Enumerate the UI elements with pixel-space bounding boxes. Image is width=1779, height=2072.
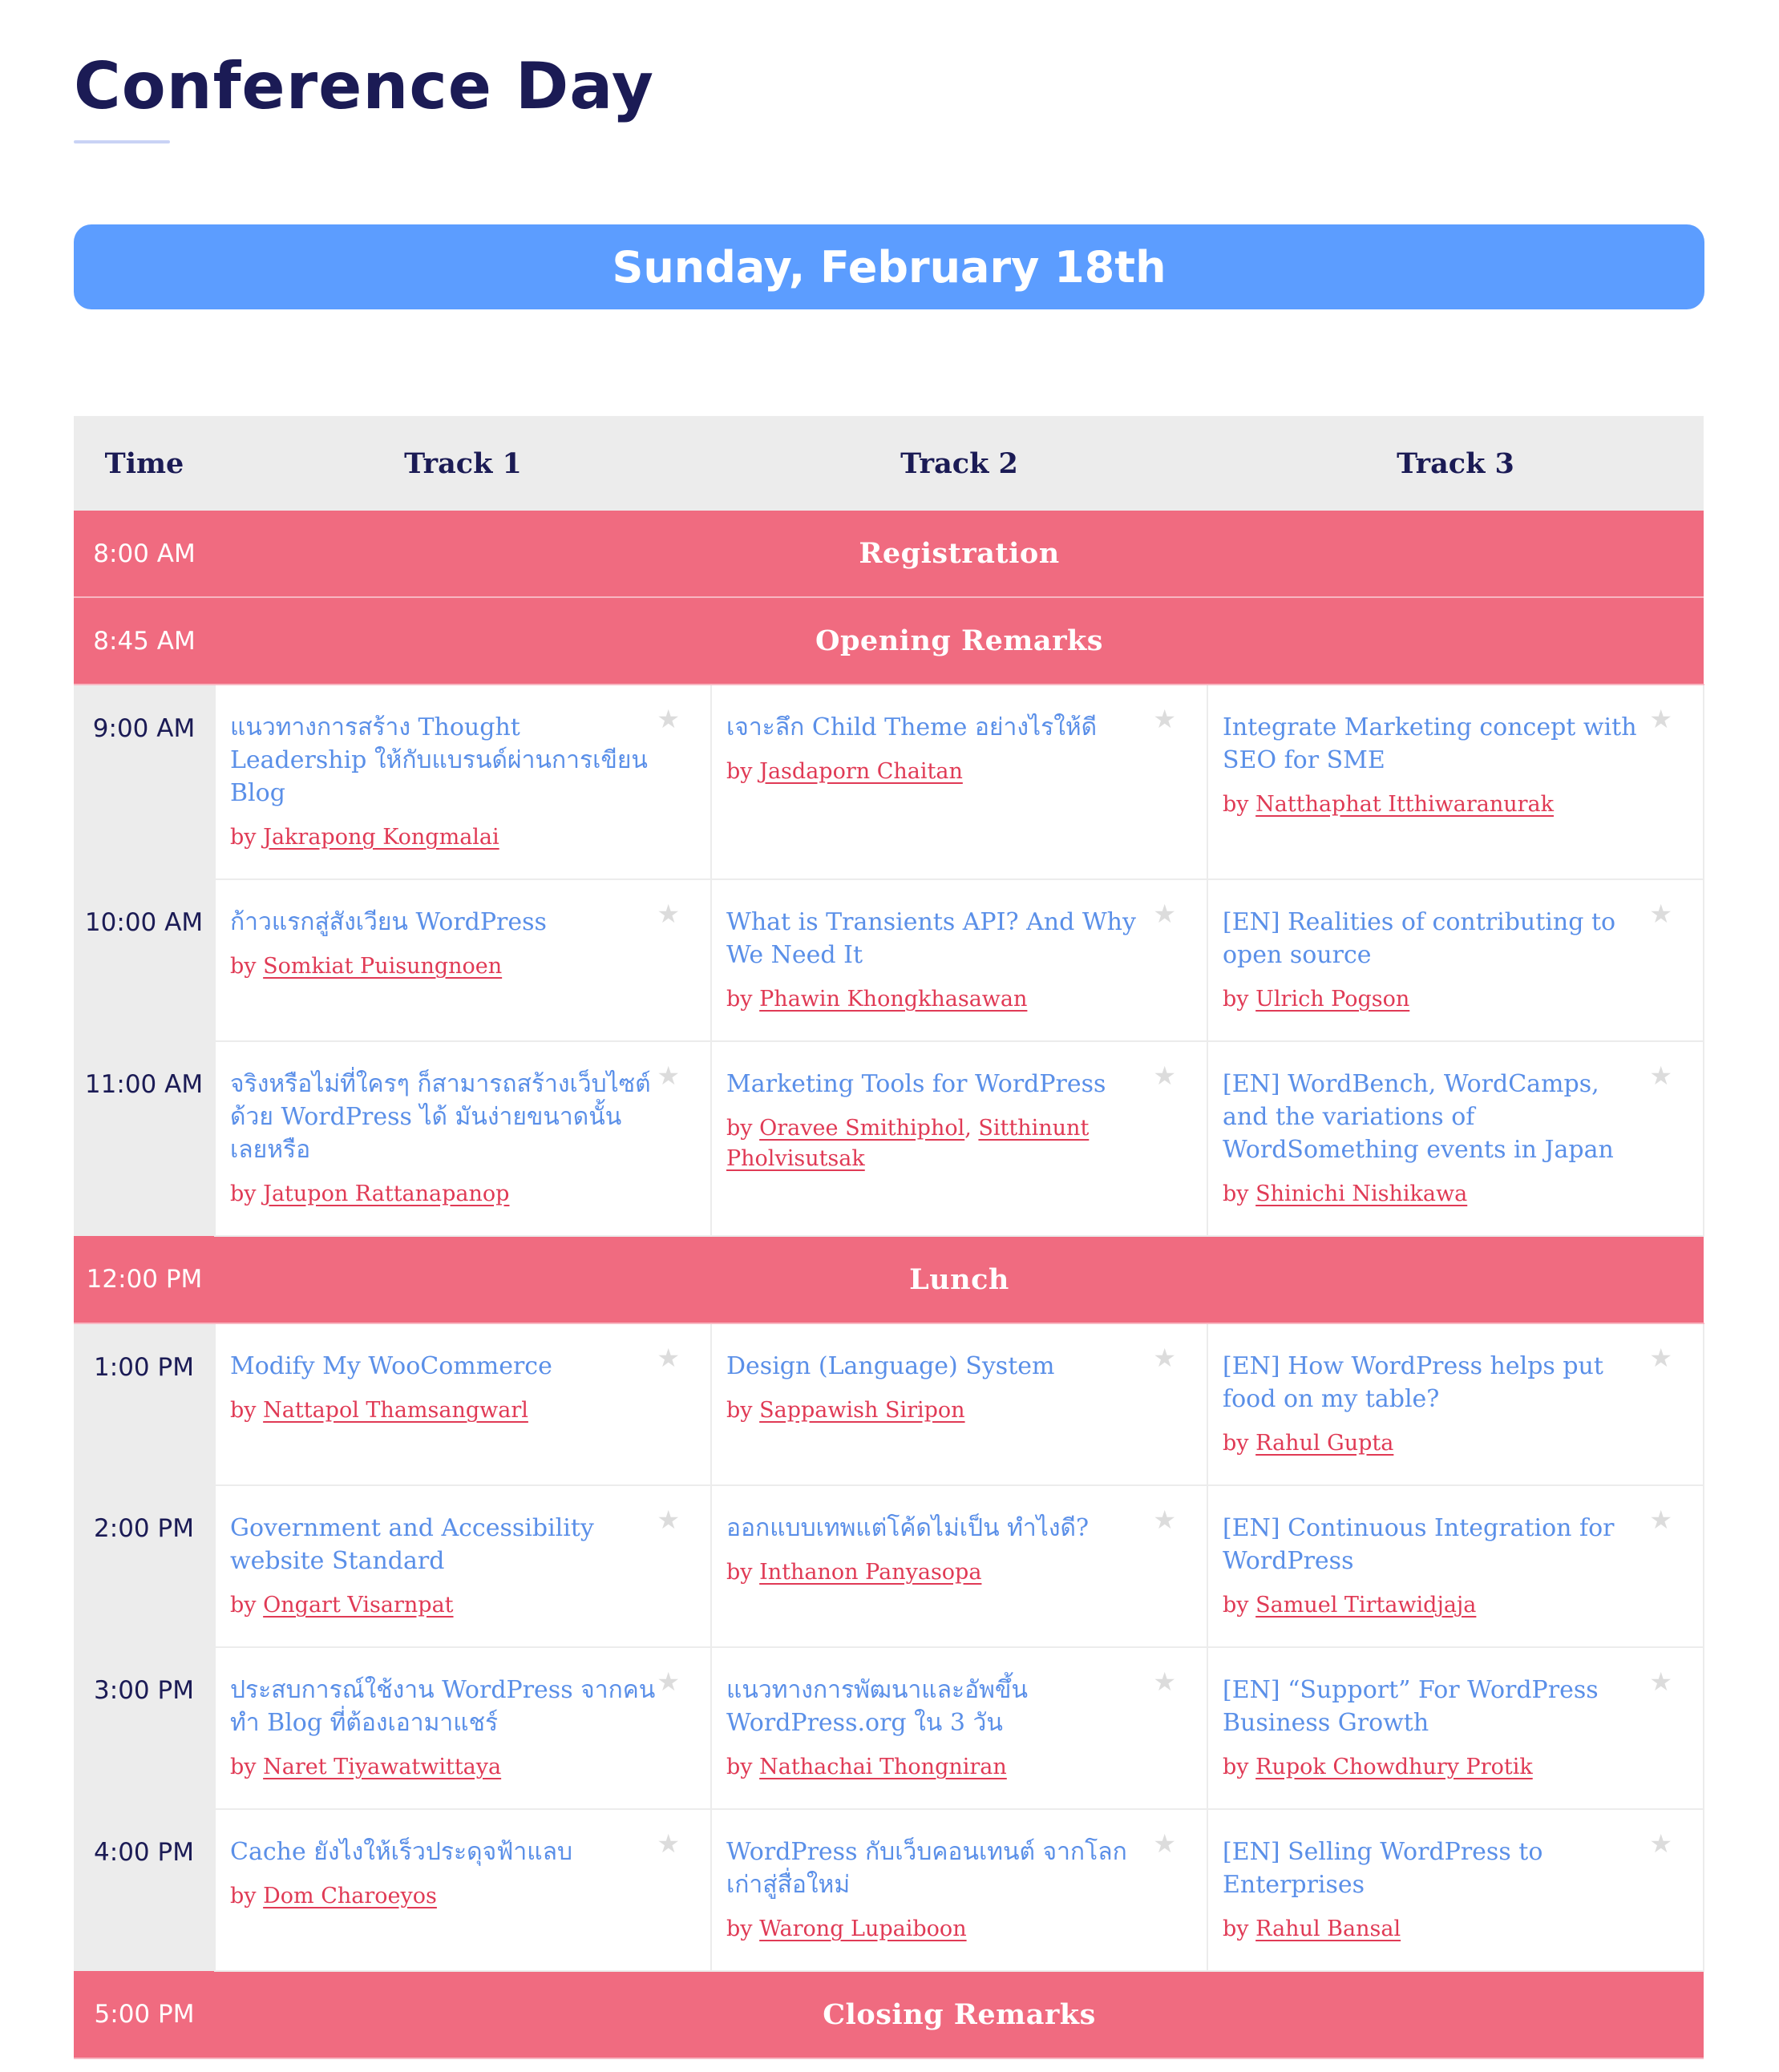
session-title-link[interactable]: ออกแบบเทพแต่โค้ดไม่เป็น ทำไงดี? — [726, 1514, 1090, 1542]
star-icon[interactable]: ★ — [657, 1343, 680, 1373]
break-row — [74, 1971, 1704, 2058]
session-byline — [1223, 1914, 1650, 1945]
session-byline — [726, 757, 1154, 787]
star-icon[interactable]: ★ — [1153, 1060, 1176, 1091]
by-label: by — [230, 825, 257, 850]
break-label: Opening Remarks — [215, 597, 1704, 685]
day-banner: Sunday, February 18th — [74, 224, 1704, 309]
session-cell-track-1 — [215, 1041, 711, 1236]
session-cell-track-3 — [1207, 1809, 1704, 1971]
session-title-link[interactable]: [EN] “Support” For WordPress Business Growth — [1223, 1676, 1599, 1737]
session-cell-track-1 — [215, 685, 711, 879]
session-title-link[interactable]: แนวทางการพัฒนาและอัพขึ้น WordPress.org ใน 3 วัน — [726, 1676, 1028, 1737]
speaker-separator: , — [964, 1116, 979, 1141]
time-slot: 9:00 AM — [74, 685, 215, 879]
star-icon[interactable]: ★ — [657, 899, 680, 929]
title-underline — [74, 140, 170, 143]
session-byline — [1223, 1428, 1650, 1459]
by-label: by — [1223, 1431, 1249, 1456]
time-slot: 8:00 AM — [74, 511, 215, 597]
star-icon[interactable]: ★ — [1153, 1505, 1176, 1535]
session-cell-track-3 — [1207, 879, 1704, 1041]
break-row — [74, 597, 1704, 685]
session-row — [74, 1485, 1704, 1647]
session-title-link[interactable]: [EN] Continuous Integration for WordPress — [1223, 1514, 1615, 1575]
session-title-link[interactable]: [EN] Selling WordPress to Enterprises — [1223, 1838, 1543, 1899]
session-byline — [1223, 1590, 1650, 1621]
speaker-link[interactable]: Ongart Visarnpat — [263, 1593, 454, 1618]
session-cell-track-3 — [1207, 685, 1704, 879]
time-slot: 11:00 AM — [74, 1041, 215, 1236]
session-byline — [726, 1395, 1154, 1426]
session-row — [74, 1041, 1704, 1236]
by-label: by — [230, 1884, 257, 1908]
session-row — [74, 1809, 1704, 1971]
star-icon[interactable]: ★ — [1649, 1505, 1672, 1535]
by-label: by — [230, 1181, 257, 1206]
time-slot: 10:00 AM — [74, 879, 215, 1041]
session-cell-track-2 — [711, 1647, 1207, 1809]
by-label: by — [1223, 1181, 1249, 1206]
by-label: by — [230, 1593, 257, 1618]
session-byline — [230, 1179, 657, 1210]
star-icon[interactable]: ★ — [1153, 704, 1176, 734]
schedule-body — [74, 511, 1704, 2058]
session-cell-track-3 — [1207, 1647, 1704, 1809]
break-row — [74, 511, 1704, 597]
session-title-link[interactable]: What is Transients API? And Why We Need It — [726, 908, 1136, 969]
star-icon[interactable]: ★ — [1153, 1666, 1176, 1697]
star-icon[interactable]: ★ — [657, 1060, 680, 1091]
star-icon[interactable]: ★ — [1153, 899, 1176, 929]
by-label: by — [726, 759, 753, 784]
session-byline — [230, 822, 657, 853]
header-time: Time — [74, 416, 215, 511]
session-cell-track-2 — [711, 685, 1207, 879]
speaker-link[interactable]: Sappawish Siripon — [759, 1398, 965, 1423]
speaker-link[interactable]: Shinichi Nishikawa — [1255, 1181, 1468, 1206]
session-title-link[interactable]: จริงหรือไม่ที่ใครๆ ก็สามารถสร้างเว็บไซต์ด้วย WordPress ได้ มันง่ายขนาดนั้นเลยหรือ — [230, 1070, 651, 1164]
speaker-link[interactable]: Oravee Smithiphol — [759, 1116, 965, 1141]
star-icon[interactable]: ★ — [1649, 704, 1672, 734]
star-icon[interactable]: ★ — [657, 1666, 680, 1697]
schedule-table — [74, 416, 1704, 2059]
session-byline — [1223, 984, 1650, 1015]
speaker-link[interactable]: Ulrich Pogson — [1255, 987, 1410, 1012]
speaker-link[interactable]: Sitthinunt Pholvisutsak — [726, 1116, 1090, 1171]
speaker-link[interactable]: Samuel Tirtawidjaja — [1255, 1593, 1477, 1618]
star-icon[interactable]: ★ — [1153, 1828, 1176, 1859]
by-label: by — [726, 1116, 753, 1141]
by-label: by — [1223, 987, 1249, 1012]
session-cell-track-2 — [711, 1485, 1207, 1647]
session-byline — [726, 1914, 1154, 1945]
session-title-link[interactable]: ก้าวแรกสู่สังเวียน WordPress — [230, 908, 547, 936]
session-byline — [1223, 790, 1650, 820]
speaker-link[interactable]: Dom Charoeyos — [263, 1884, 437, 1908]
session-row — [74, 1323, 1704, 1485]
by-label: by — [726, 1398, 753, 1423]
session-byline — [230, 1395, 657, 1426]
session-row — [74, 879, 1704, 1041]
session-cell-track-1 — [215, 1323, 711, 1485]
session-cell-track-2 — [711, 1809, 1207, 1971]
speaker-link[interactable]: Naret Tiyawatwittaya — [263, 1755, 502, 1779]
star-icon[interactable]: ★ — [1153, 1343, 1176, 1373]
star-icon[interactable]: ★ — [1649, 1343, 1672, 1373]
session-title-link[interactable]: Modify My WooCommerce — [230, 1352, 552, 1380]
star-icon[interactable]: ★ — [657, 1505, 680, 1535]
speaker-link[interactable]: Rupok Chowdhury Protik — [1255, 1755, 1533, 1779]
time-slot: 3:00 PM — [74, 1647, 215, 1809]
session-byline — [230, 1881, 657, 1912]
speaker-link[interactable]: Inthanon Panyasopa — [759, 1560, 982, 1585]
session-byline — [726, 984, 1154, 1015]
session-cell-track-3 — [1207, 1485, 1704, 1647]
time-slot: 4:00 PM — [74, 1809, 215, 1971]
by-label: by — [726, 1916, 753, 1941]
session-title-link[interactable]: Design (Language) System — [726, 1352, 1055, 1380]
speaker-link[interactable]: Phawin Khongkhasawan — [759, 987, 1028, 1012]
by-label: by — [1223, 792, 1249, 817]
speaker-link[interactable]: Natthaphat Itthiwaranurak — [1255, 792, 1554, 817]
session-byline — [1223, 1752, 1650, 1783]
session-byline — [726, 1557, 1154, 1588]
session-title-link[interactable]: แนวทางการสร้าง Thought Leadership ให้กับแบรนด์ผ่านการเขียน Blog — [230, 713, 648, 807]
by-label: by — [1223, 1755, 1249, 1779]
session-byline — [230, 951, 657, 982]
speaker-link[interactable]: Nathachai Thongniran — [759, 1755, 1007, 1779]
session-title-link[interactable]: เจาะลึก Child Theme อย่างไรให้ดี — [726, 713, 1098, 741]
speaker-link[interactable]: Jasdaporn Chaitan — [759, 759, 963, 784]
speaker-link[interactable]: Jatupon Rattanapanop — [263, 1181, 510, 1206]
header-track-1: Track 1 — [215, 416, 711, 511]
time-slot: 1:00 PM — [74, 1323, 215, 1485]
by-label: by — [1223, 1916, 1249, 1941]
break-label: Lunch — [215, 1236, 1704, 1323]
session-byline — [726, 1113, 1154, 1174]
session-title-link[interactable]: Marketing Tools for WordPress — [726, 1070, 1106, 1098]
session-cell-track-3 — [1207, 1041, 1704, 1236]
session-byline — [1223, 1179, 1650, 1210]
speaker-link[interactable]: Jakrapong Kongmalai — [263, 825, 499, 850]
speaker-link[interactable]: Rahul Gupta — [1255, 1431, 1394, 1456]
session-cell-track-1 — [215, 1809, 711, 1971]
by-label: by — [230, 954, 257, 979]
session-byline — [230, 1752, 657, 1783]
break-label: Registration — [215, 511, 1704, 597]
session-cell-track-1 — [215, 1485, 711, 1647]
by-label: by — [726, 1560, 753, 1585]
header-track-2: Track 2 — [711, 416, 1207, 511]
star-icon[interactable]: ★ — [1649, 1060, 1672, 1091]
header-track-3: Track 3 — [1207, 416, 1704, 511]
session-title-link[interactable]: ประสบการณ์ใช้งาน WordPress จากคนทำ Blog ที่ต้องเอามาแชร์ — [230, 1676, 656, 1737]
star-icon[interactable]: ★ — [657, 1828, 680, 1859]
star-icon[interactable]: ★ — [657, 704, 680, 734]
table-header-row — [74, 416, 1704, 511]
by-label: by — [1223, 1593, 1249, 1618]
time-slot: 5:00 PM — [74, 1971, 215, 2058]
speaker-link[interactable]: Warong Lupaiboon — [759, 1916, 967, 1941]
speaker-link[interactable]: Somkiat Puisungnoen — [263, 954, 503, 979]
time-slot: 8:45 AM — [74, 597, 215, 685]
session-title-link[interactable]: Government and Accessibility website Standard — [230, 1514, 594, 1575]
session-title-link[interactable]: Integrate Marketing concept with SEO for SME — [1223, 713, 1637, 774]
by-label: by — [230, 1755, 257, 1779]
time-slot: 2:00 PM — [74, 1485, 215, 1647]
session-title-link[interactable]: [EN] WordBench, WordCamps, and the variations of WordSomething events in Japan — [1223, 1070, 1614, 1164]
session-cell-track-1 — [215, 879, 711, 1041]
session-byline — [726, 1752, 1154, 1783]
session-title-link[interactable]: Cache ยังไงให้เร็วประดุจฟ้าแลบ — [230, 1838, 573, 1866]
session-cell-track-2 — [711, 879, 1207, 1041]
session-row — [74, 1647, 1704, 1809]
session-row — [74, 685, 1704, 879]
by-label: by — [230, 1398, 257, 1423]
star-icon[interactable]: ★ — [1649, 1666, 1672, 1697]
page-title: Conference Day — [74, 49, 654, 123]
session-title-link[interactable]: [EN] Realities of contributing to open source — [1223, 908, 1616, 969]
session-title-link[interactable]: [EN] How WordPress helps put food on my table? — [1223, 1352, 1603, 1413]
star-icon[interactable]: ★ — [1649, 1828, 1672, 1859]
by-label: by — [726, 987, 753, 1012]
session-byline — [230, 1590, 657, 1621]
speaker-link[interactable]: Nattapol Thamsangwarl — [263, 1398, 528, 1423]
speaker-link[interactable]: Rahul Bansal — [1255, 1916, 1401, 1941]
star-icon[interactable]: ★ — [1649, 899, 1672, 929]
break-label: Closing Remarks — [215, 1971, 1704, 2058]
by-label: by — [726, 1755, 753, 1779]
time-slot: 12:00 PM — [74, 1236, 215, 1323]
session-cell-track-1 — [215, 1647, 711, 1809]
session-cell-track-2 — [711, 1041, 1207, 1236]
session-cell-track-3 — [1207, 1323, 1704, 1485]
session-title-link[interactable]: WordPress กับเว็บคอนเทนต์ จากโลกเก่าสู่สื่อใหม่ — [726, 1838, 1127, 1899]
session-cell-track-2 — [711, 1323, 1207, 1485]
break-row — [74, 1236, 1704, 1323]
